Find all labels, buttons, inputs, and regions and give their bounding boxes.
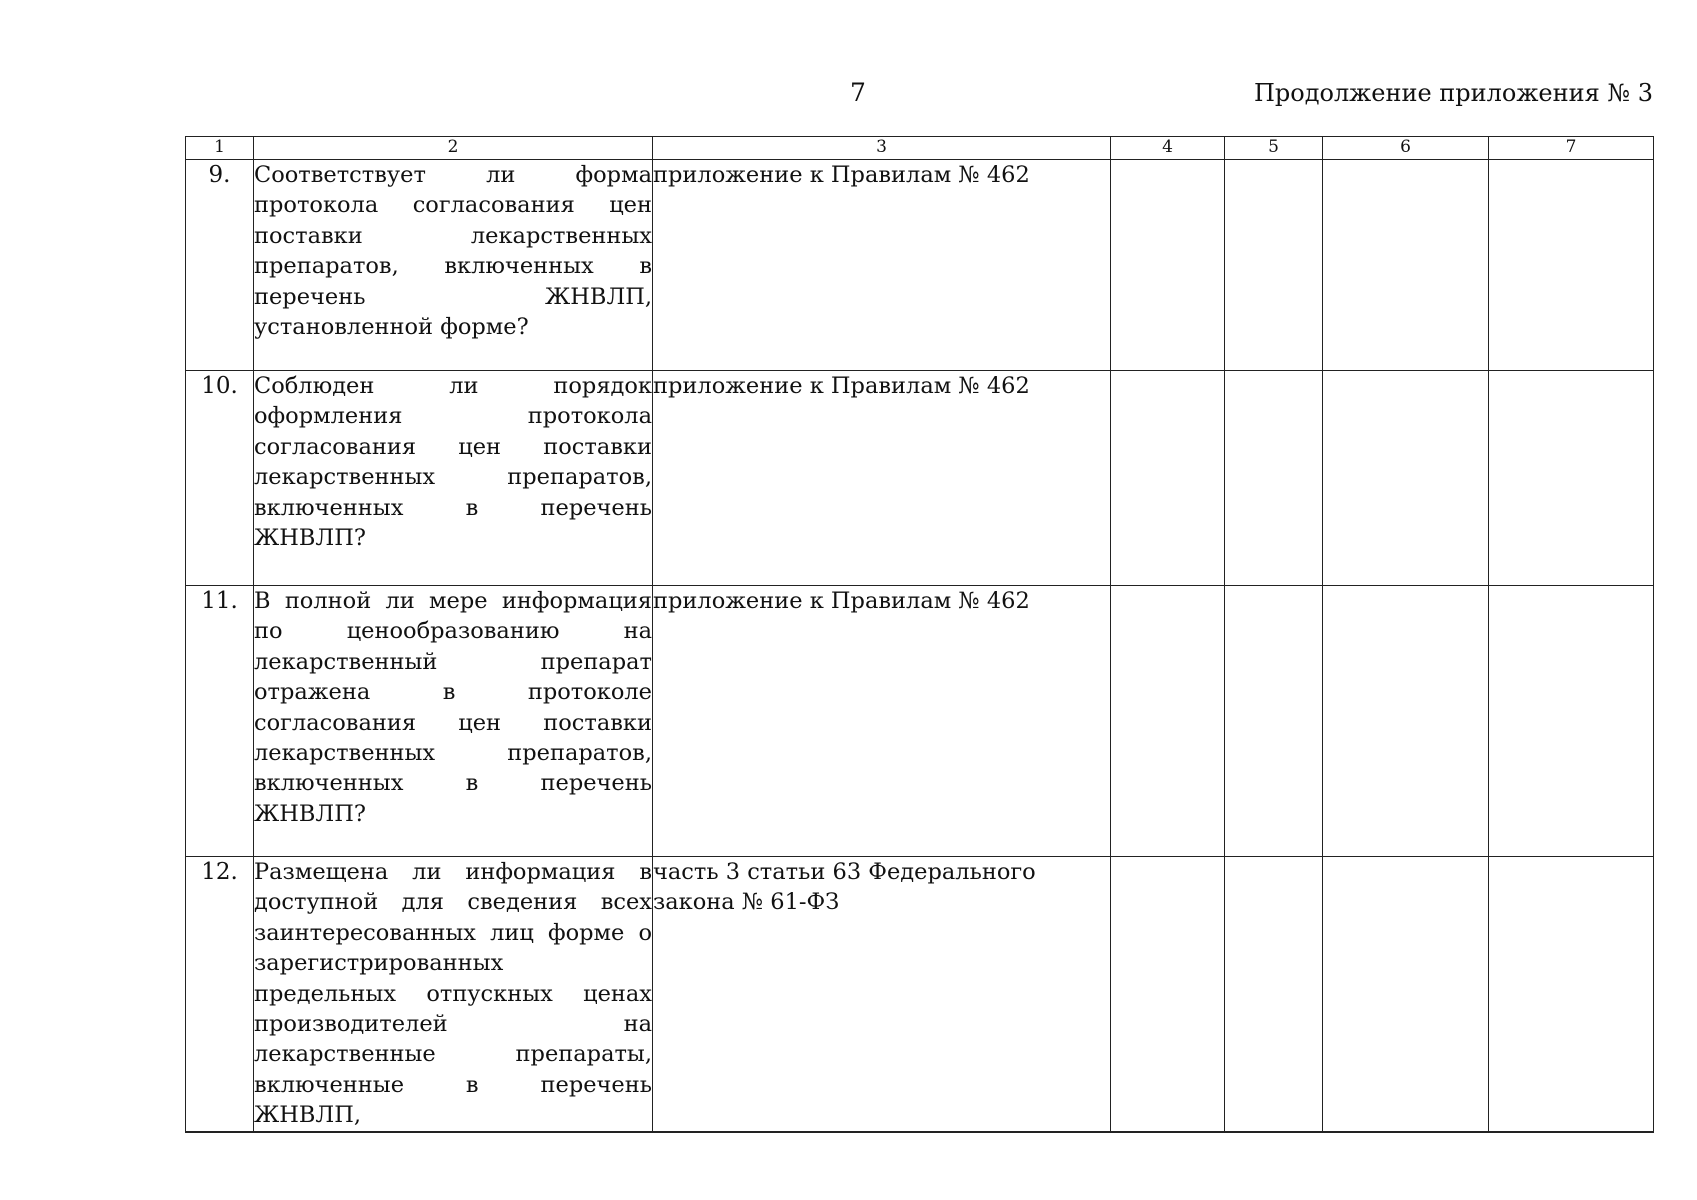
checklist-table: [185, 136, 1654, 1133]
question-text: Размещена ли информация в доступной для сведения всех заинтересованных лиц форме о зарегистрированных предельных отпускных ценах производителей на лекарственные препараты, включенные в перечень ЖНВЛП,: [254, 857, 653, 1132]
column-header-1: 1: [186, 137, 254, 160]
column-header-7: 7: [1489, 137, 1654, 160]
column-header-2: 2: [254, 137, 653, 160]
empty-cell: [1225, 857, 1323, 1132]
table-row: [186, 586, 1654, 857]
row-number: 11.: [186, 586, 254, 857]
empty-cell: [1225, 586, 1323, 857]
empty-cell: [1323, 586, 1489, 857]
row-number: 12.: [186, 857, 254, 1132]
empty-cell: [1323, 371, 1489, 586]
empty-cell: [1489, 160, 1654, 371]
empty-cell: [1111, 857, 1225, 1132]
empty-cell: [1489, 371, 1654, 586]
column-number-row: [186, 137, 1654, 160]
question-text: Соответствует ли форма протокола согласования цен поставки лекарственных препаратов, включенных в перечень ЖНВЛП, установленной форме?: [254, 160, 653, 371]
row-number: 10.: [186, 371, 254, 586]
legal-basis: приложение к Правилам № 462: [653, 160, 1111, 371]
empty-cell: [1323, 160, 1489, 371]
column-header-4: 4: [1111, 137, 1225, 160]
table-row: [186, 371, 1654, 586]
empty-cell: [1225, 371, 1323, 586]
legal-basis: приложение к Правилам № 462: [653, 371, 1111, 586]
table-row: [186, 857, 1654, 1132]
empty-cell: [1225, 160, 1323, 371]
appendix-continuation-label: Продолжение приложения № 3: [1253, 79, 1653, 107]
legal-basis: часть 3 статьи 63 Федерального закона № 61-ФЗ: [653, 857, 1111, 1132]
empty-cell: [1111, 371, 1225, 586]
legal-basis: приложение к Правилам № 462: [653, 586, 1111, 857]
empty-cell: [1323, 857, 1489, 1132]
question-text: В полной ли мере информация по ценообразованию на лекарственный препарат отражена в протоколе согласования цен поставки лекарственных препаратов, включенных в перечень ЖНВЛП?: [254, 586, 653, 857]
column-header-3: 3: [653, 137, 1111, 160]
empty-cell: [1111, 586, 1225, 857]
page-number: 7: [850, 78, 866, 107]
question-text: Соблюден ли порядок оформления протокола согласования цен поставки лекарственных препаратов, включенных в перечень ЖНВЛП?: [254, 371, 653, 586]
empty-cell: [1489, 586, 1654, 857]
table-row: [186, 160, 1654, 371]
column-header-5: 5: [1225, 137, 1323, 160]
empty-cell: [1489, 857, 1654, 1132]
row-number: 9.: [186, 160, 254, 371]
column-header-6: 6: [1323, 137, 1489, 160]
empty-cell: [1111, 160, 1225, 371]
